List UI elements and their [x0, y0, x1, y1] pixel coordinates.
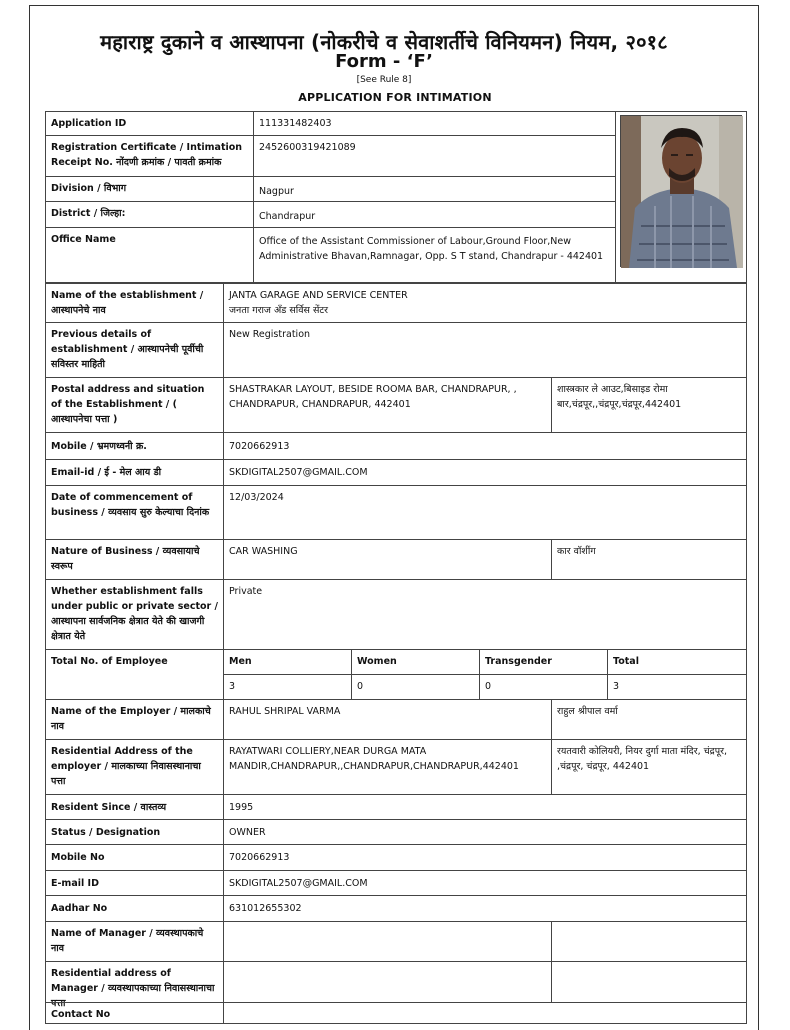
total-employee-label: Total No. of Employee: [45, 649, 224, 700]
establishment-name-value: [223, 283, 747, 323]
manager-address-label: Residential address of Manager / व्यवस्थापकाच्या निवासस्थानाचा पत्ता: [45, 961, 224, 1003]
nature-of-business-marathi: कार वॉशींग: [551, 539, 747, 580]
aadhar-label: Aadhar No: [45, 895, 224, 922]
rule-reference: [See Rule 8]: [356, 75, 412, 85]
manager-address-marathi: [551, 961, 747, 1003]
mobile-label: Mobile / भ्रमणध्वनी क्र.: [45, 432, 224, 460]
district-value: Chandrapur: [253, 201, 616, 228]
manager-name-label: Name of Manager / व्यवस्थापकाचे नाव: [45, 921, 224, 962]
office-name-value: Office of the Assistant Commissioner of Labour,Ground Floor,New Administrative Bhavan,Ramnagar, Opp. S T stand, Chandrapur - 442401: [253, 227, 616, 283]
employee-header-transgender: Transgender: [479, 649, 608, 675]
employee-total-value: 3: [607, 674, 747, 700]
contact-no-label: Contact No: [45, 1002, 224, 1024]
employer-address-value: RAYATWARI COLLIERY,NEAR DURGA MATA MANDIR,CHANDRAPUR,,CHANDRAPUR,CHANDRAPUR,442401: [223, 739, 552, 795]
employer-email-value: SKDIGITAL2507@GMAIL.COM: [223, 870, 747, 896]
nature-of-business-label: Nature of Business / व्यवसायाचे स्वरूप: [45, 539, 224, 580]
employer-name-marathi: राहुल श्रीपाल वर्मा: [551, 699, 747, 740]
commencement-date-value: 12/03/2024: [223, 485, 747, 540]
email-value: SKDIGITAL2507@GMAIL.COM: [223, 459, 747, 486]
application-id-value: 111331482403: [253, 111, 616, 136]
form-name: Form - ‘F’: [335, 51, 433, 72]
employee-header-total: Total: [607, 649, 747, 675]
manager-name-value: [223, 921, 552, 962]
establishment-name-label: Name of the establishment / आस्थापनेचे नाव: [45, 283, 224, 323]
postal-address-marathi: शास्त्रकार ले आउट,बिसाइड रोमा बार,चंद्रपूर,,चंद्रपूर,चंद्रपूर,442401: [551, 377, 747, 433]
employer-address-marathi: रयतवारी कोलियरी, नियर दुर्गा माता मंदिर, चंद्रपूर, ,चंद्रपूर, चंद्रपूर, 442401: [551, 739, 747, 795]
email-label: Email-id / ई - मेल आय डी: [45, 459, 224, 486]
resident-since-value: 1995: [223, 794, 747, 820]
manager-name-marathi: [551, 921, 747, 962]
employer-name-value: RAHUL SHRIPAL VARMA: [223, 699, 552, 740]
postal-address-label: Postal address and situation of the Establishment / ( आस्थापनेचा पत्ता ): [45, 377, 224, 433]
resident-since-label: Resident Since / वास्तव्य: [45, 794, 224, 820]
manager-address-value: [223, 961, 552, 1003]
application-id-label: Application ID: [45, 111, 254, 136]
establishment-name-english: JANTA GARAGE AND SERVICE CENTER: [229, 290, 408, 301]
aadhar-value: 631012655302: [223, 895, 747, 922]
application-heading: APPLICATION FOR INTIMATION: [298, 91, 492, 104]
mobile-value: 7020662913: [223, 432, 747, 460]
postal-address-value: SHASTRAKAR LAYOUT, BESIDE ROOMA BAR, CHANDRAPUR, , CHANDRAPUR, CHANDRAPUR, 442401: [223, 377, 552, 433]
sector-label: Whether establishment falls under public or private sector / आस्थापना सार्वजनिक क्षेत्रात येते की खाजगी क्षेत्रात येते: [45, 579, 224, 650]
status-value: OWNER: [223, 819, 747, 845]
division-value: Nagpur: [253, 176, 616, 202]
employee-transgender-value: 0: [479, 674, 608, 700]
applicant-photo-image: [621, 116, 743, 268]
office-name-label: Office Name: [45, 227, 254, 283]
employee-header-women: Women: [351, 649, 480, 675]
establishment-name-marathi: जनता गराज ॲंड सर्विस सेंटर: [229, 305, 329, 316]
applicant-photo: [620, 115, 742, 267]
employer-name-label: Name of the Employer / मालकाचे नाव: [45, 699, 224, 740]
employer-mobile-label: Mobile No: [45, 844, 224, 871]
nature-of-business-value: CAR WASHING: [223, 539, 552, 580]
status-label: Status / Designation: [45, 819, 224, 845]
registration-no-label: Registration Certificate / Intimation Receipt No. नोंदणी क्रमांक / पावती क्रमांक: [45, 135, 254, 177]
previous-details-label: Previous details of establishment / आस्थापनेची पूर्वीची सविस्तर माहिती: [45, 322, 224, 378]
employee-men-value: 3: [223, 674, 352, 700]
division-label: Division / विभाग: [45, 176, 254, 202]
commencement-date-label: Date of commencement of business / व्यवसाय सुरु केल्याचा दिनांक: [45, 485, 224, 540]
sector-value: Private: [223, 579, 747, 650]
contact-no-value: [223, 1002, 747, 1024]
previous-details-value: New Registration: [223, 322, 747, 378]
employer-address-label: Residential Address of the employer / मालकाच्या निवासस्थानाचा पत्ता: [45, 739, 224, 795]
district-label: District / जिल्हा:: [45, 201, 254, 228]
employee-women-value: 0: [351, 674, 480, 700]
employee-header-men: Men: [223, 649, 352, 675]
employer-mobile-value: 7020662913: [223, 844, 747, 871]
form-title: महाराष्ट्र दुकाने व आस्थापना (नोकरीचे व सेवाशर्तीचे विनियमन) नियम, २०१८: [100, 30, 668, 54]
employer-email-label: E-mail ID: [45, 870, 224, 896]
registration-no-value: 2452600319421089: [253, 135, 616, 177]
